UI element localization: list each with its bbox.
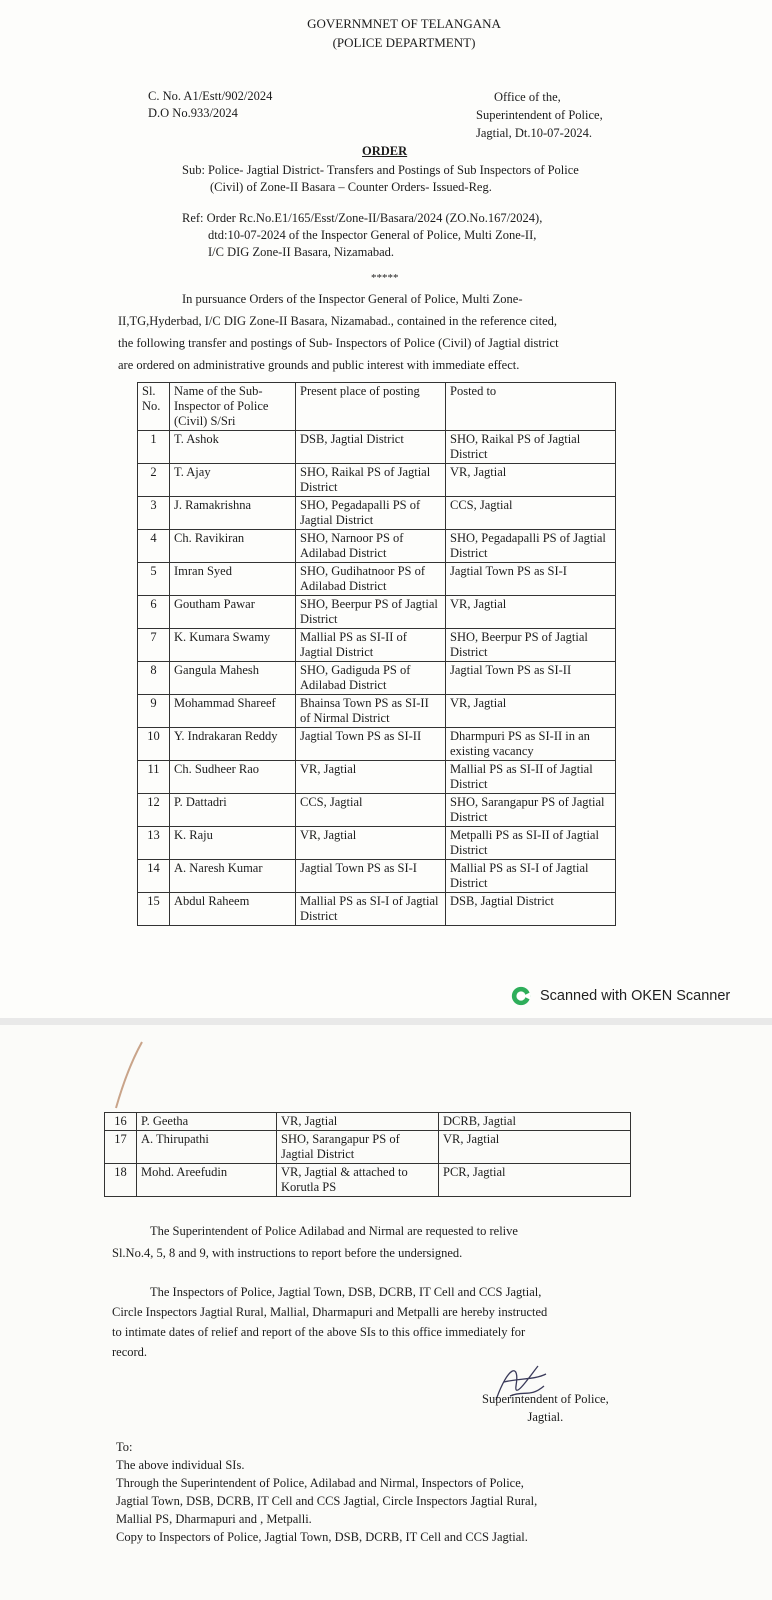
pen-mark-icon	[112, 1040, 152, 1110]
table-row	[138, 530, 616, 563]
cell-name: Gangula Mahesh	[170, 662, 296, 695]
reference-line-1: Ref: Order Rc.No.E1/165/Esst/Zone-II/Basara/2024 (ZO.No.167/2024),	[182, 211, 543, 225]
cell-name: Mohd. Areefudin	[137, 1164, 277, 1197]
header-name: Name of the Sub-Inspector of Police (Civil) S/Sri	[170, 383, 296, 431]
letterhead	[0, 14, 772, 52]
signature-block	[482, 1390, 609, 1426]
cell-posted-to: SHO, Sarangapur PS of Jagtial District	[446, 794, 616, 827]
to-line-2: Through the Superintendent of Police, Adilabad and Nirmal, Inspectors of Police,	[116, 1476, 524, 1490]
table-row	[138, 761, 616, 794]
cell-present-posting: SHO, Sarangapur PS of Jagtial District	[277, 1131, 439, 1164]
cell-posted-to: Jagtial Town PS as SI-II	[446, 662, 616, 695]
cell-present-posting: Jagtial Town PS as SI-II	[296, 728, 446, 761]
table-row	[105, 1131, 631, 1164]
subject-line-1: Sub: Police- Jagtial District- Transfers and Postings of Sub Inspectors of Police	[182, 163, 579, 177]
subject-line-2: (Civil) of Zone-II Basara – Counter Orders- Issued-Reg.	[210, 180, 492, 194]
cell-present-posting: CCS, Jagtial	[296, 794, 446, 827]
cell-posted-to: CCS, Jagtial	[446, 497, 616, 530]
cell-name: Mohammad Shareef	[170, 695, 296, 728]
relieve-line-1: The Superintendent of Police Adilabad and Nirmal are requested to relive	[150, 1224, 518, 1238]
cell-name: Imran Syed	[170, 563, 296, 596]
scanner-watermark-text: Scanned with OKEN Scanner	[540, 987, 731, 1004]
cell-sl-no: 18	[105, 1164, 137, 1197]
c-no: C. No. A1/Estt/902/2024	[148, 89, 273, 103]
cell-present-posting: SHO, Gadiguda PS of Adilabad District	[296, 662, 446, 695]
cell-sl-no: 7	[138, 629, 170, 662]
intro-paragraph	[118, 288, 624, 376]
cell-posted-to: Dharmpuri PS as SI-II in an existing vacancy	[446, 728, 616, 761]
cell-sl-no: 6	[138, 596, 170, 629]
cell-name: K. Raju	[170, 827, 296, 860]
table-row	[138, 629, 616, 662]
table-row	[138, 596, 616, 629]
to-line-3: Jagtial Town, DSB, DCRB, IT Cell and CCS Jagtial, Circle Inspectors Jagtial Rural,	[116, 1494, 538, 1508]
cell-present-posting: Bhainsa Town PS as SI-II of Nirmal District	[296, 695, 446, 728]
cell-posted-to: Mallial PS as SI-I of Jagtial District	[446, 860, 616, 893]
distribution-block	[116, 1438, 646, 1546]
cell-name: J. Ramakrishna	[170, 497, 296, 530]
table-row	[138, 662, 616, 695]
cell-sl-no: 3	[138, 497, 170, 530]
cell-name: P. Dattadri	[170, 794, 296, 827]
intro-line-2: II,TG,Hyderbad, I/C DIG Zone-II Basara, Nizamabad., contained in the reference cited,	[118, 314, 558, 328]
table-row	[138, 464, 616, 497]
cell-sl-no: 8	[138, 662, 170, 695]
table-row	[138, 794, 616, 827]
cell-sl-no: 4	[138, 530, 170, 563]
table-row	[105, 1164, 631, 1197]
intro-line-3: the following transfer and postings of Sub- Inspectors of Police (Civil) of Jagtial district	[118, 336, 559, 350]
cell-posted-to: DSB, Jagtial District	[446, 893, 616, 926]
cell-sl-no: 10	[138, 728, 170, 761]
scanner-watermark	[510, 984, 730, 1008]
office-line-2: Superintendent of Police,	[476, 108, 603, 122]
cell-name: A. Thirupathi	[137, 1131, 277, 1164]
do-no: D.O No.933/2024	[148, 106, 238, 120]
subject	[182, 162, 579, 196]
relieve-paragraph	[112, 1220, 636, 1264]
to-line-1: The above individual SIs.	[116, 1458, 245, 1472]
letterhead-government: GOVERNMNET OF TELANGANA	[307, 16, 501, 31]
cell-sl-no: 16	[105, 1113, 137, 1131]
cell-sl-no: 5	[138, 563, 170, 596]
cell-sl-no: 17	[105, 1131, 137, 1164]
cell-present-posting: VR, Jagtial & attached to Korutla PS	[277, 1164, 439, 1197]
cell-present-posting: SHO, Beerpur PS of Jagtial District	[296, 596, 446, 629]
inspectors-line-3: to intimate dates of relief and report of the above SIs to this office immediately for	[112, 1325, 526, 1339]
inspectors-line-2: Circle Inspectors Jagtial Rural, Mallial, Dharmapuri and Metpalli are hereby instructed	[112, 1305, 548, 1319]
table-row	[138, 893, 616, 926]
signature-place: Jagtial.	[527, 1410, 564, 1424]
letterhead-department: (POLICE DEPARTMENT)	[332, 35, 476, 50]
cell-present-posting: VR, Jagtial	[277, 1113, 439, 1131]
office-address	[476, 88, 603, 142]
office-line-1: Office of the,	[494, 90, 561, 104]
cell-posted-to: VR, Jagtial	[446, 596, 616, 629]
cell-sl-no: 1	[138, 431, 170, 464]
cell-posted-to: VR, Jagtial	[439, 1131, 631, 1164]
cell-name: Ch. Sudheer Rao	[170, 761, 296, 794]
transfer-table	[137, 382, 616, 926]
cell-posted-to: PCR, Jagtial	[439, 1164, 631, 1197]
cell-sl-no: 13	[138, 827, 170, 860]
signature-title: Superintendent of Police,	[482, 1392, 609, 1406]
cell-sl-no: 11	[138, 761, 170, 794]
cell-name: Goutham Pawar	[170, 596, 296, 629]
to-line-4: Mallial PS, Dharmapuri and , Metpalli.	[116, 1512, 312, 1526]
cell-sl-no: 15	[138, 893, 170, 926]
cell-name: A. Naresh Kumar	[170, 860, 296, 893]
cell-present-posting: Mallial PS as SI-II of Jagtial District	[296, 629, 446, 662]
table-row	[105, 1113, 631, 1131]
cell-present-posting: Mallial PS as SI-I of Jagtial District	[296, 893, 446, 926]
inspectors-line-1: The Inspectors of Police, Jagtial Town, DSB, DCRB, IT Cell and CCS Jagtial,	[150, 1285, 542, 1299]
header-posted-to: Posted to	[446, 383, 616, 431]
intro-line-1: In pursuance Orders of the Inspector General of Police, Multi Zone-	[182, 292, 523, 306]
cell-present-posting: SHO, Narnoor PS of Adilabad District	[296, 530, 446, 563]
cell-sl-no: 9	[138, 695, 170, 728]
cell-posted-to: Metpalli PS as SI-II of Jagtial District	[446, 827, 616, 860]
to-label: To:	[116, 1440, 133, 1454]
cell-posted-to: VR, Jagtial	[446, 464, 616, 497]
header-sl-no: Sl. No.	[138, 383, 170, 431]
cell-posted-to: Mallial PS as SI-II of Jagtial District	[446, 761, 616, 794]
cell-posted-to: SHO, Pegadapalli PS of Jagtial District	[446, 530, 616, 563]
cell-present-posting: Jagtial Town PS as SI-I	[296, 860, 446, 893]
cell-present-posting: DSB, Jagtial District	[296, 431, 446, 464]
table-row	[138, 563, 616, 596]
office-line-3: Jagtial, Dt.10-07-2024.	[476, 126, 592, 140]
cell-present-posting: VR, Jagtial	[296, 827, 446, 860]
reference-line-3: I/C DIG Zone-II Basara, Nizamabad.	[208, 245, 395, 259]
table-row	[138, 860, 616, 893]
transfer-table-continued	[104, 1112, 631, 1197]
table-row	[138, 497, 616, 530]
order-title: ORDER	[362, 144, 408, 158]
intro-line-4: are ordered on administrative grounds and public interest with immediate effect.	[118, 358, 520, 372]
cell-name: T. Ashok	[170, 431, 296, 464]
cell-sl-no: 14	[138, 860, 170, 893]
cell-name: Abdul Raheem	[170, 893, 296, 926]
scanner-logo-icon	[510, 985, 532, 1007]
cell-posted-to: SHO, Raikal PS of Jagtial District	[446, 431, 616, 464]
table-row	[138, 728, 616, 761]
file-numbers	[148, 88, 272, 122]
table-row	[138, 695, 616, 728]
relieve-line-2: Sl.No.4, 5, 8 and 9, with instructions to report before the undersigned.	[112, 1246, 463, 1260]
header-present-posting: Present place of posting	[296, 383, 446, 431]
cell-name: P. Geetha	[137, 1113, 277, 1131]
cell-present-posting: SHO, Raikal PS of Jagtial District	[296, 464, 446, 497]
separator-stars: *****	[371, 272, 399, 284]
cell-present-posting: SHO, Gudihatnoor PS of Adilabad District	[296, 563, 446, 596]
cell-present-posting: SHO, Pegadapalli PS of Jagtial District	[296, 497, 446, 530]
cell-present-posting: VR, Jagtial	[296, 761, 446, 794]
cell-posted-to: Jagtial Town PS as SI-I	[446, 563, 616, 596]
table-row	[138, 827, 616, 860]
cell-name: T. Ajay	[170, 464, 296, 497]
cell-posted-to: VR, Jagtial	[446, 695, 616, 728]
table-header-row	[138, 383, 616, 431]
cell-name: Ch. Ravikiran	[170, 530, 296, 563]
cell-sl-no: 2	[138, 464, 170, 497]
to-line-5: Copy to Inspectors of Police, Jagtial Town, DSB, DCRB, IT Cell and CCS Jagtial.	[116, 1530, 528, 1544]
cell-name: Y. Indrakaran Reddy	[170, 728, 296, 761]
reference-line-2: dtd:10-07-2024 of the Inspector General of Police, Multi Zone-II,	[208, 228, 537, 242]
cell-posted-to: SHO, Beerpur PS of Jagtial District	[446, 629, 616, 662]
reference	[182, 210, 542, 261]
cell-posted-to: DCRB, Jagtial	[439, 1113, 631, 1131]
cell-sl-no: 12	[138, 794, 170, 827]
inspectors-paragraph	[112, 1282, 638, 1362]
inspectors-line-4: record.	[112, 1345, 148, 1359]
cell-name: K. Kumara Swamy	[170, 629, 296, 662]
table-row	[138, 431, 616, 464]
